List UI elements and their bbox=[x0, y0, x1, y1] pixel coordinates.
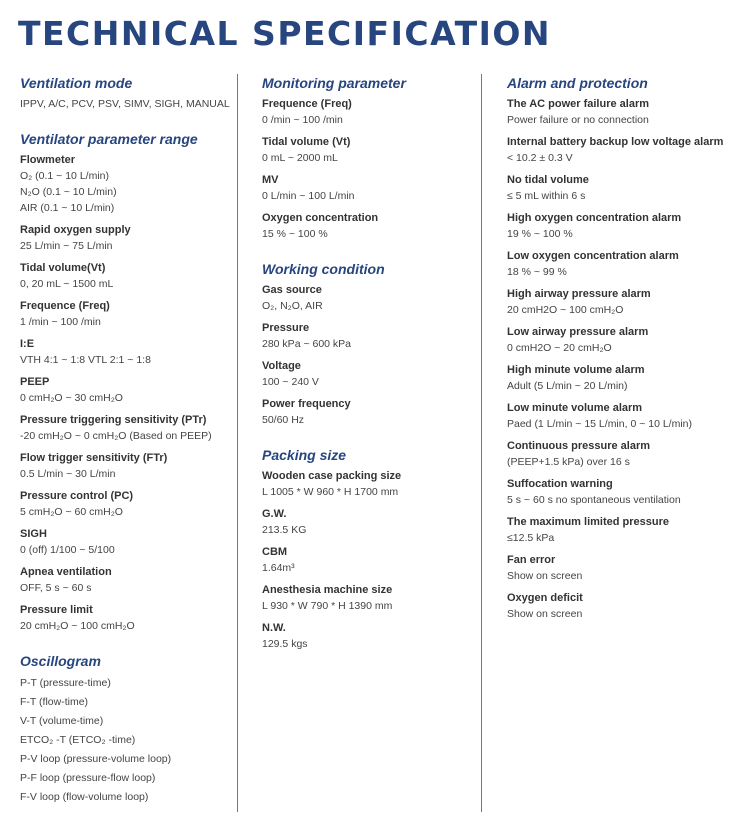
spec-value: Show on screen bbox=[507, 608, 583, 620]
spec-label: Pressure triggering sensitivity (PTr) bbox=[20, 414, 207, 426]
spec-column-1 bbox=[20, 74, 232, 825]
spec-label: No tidal volume bbox=[507, 174, 589, 186]
section-heading: Working condition bbox=[262, 261, 385, 277]
spec-label: Oxygen concentration bbox=[262, 212, 379, 224]
spec-label: G.W. bbox=[262, 508, 287, 520]
spec-label: Apnea ventilation bbox=[20, 566, 112, 578]
spec-value: 20 cmH2O ~ 100 cmH₂O bbox=[507, 304, 624, 316]
spec-label: Rapid oxygen supply bbox=[20, 224, 131, 236]
spec-value: N₂O (0.1 ~ 10 L/min) bbox=[20, 186, 117, 198]
spec-item bbox=[507, 476, 745, 508]
spec-value: 15 % ~ 100 % bbox=[262, 228, 328, 240]
spec-section bbox=[262, 446, 477, 652]
spec-item bbox=[20, 152, 232, 216]
column-divider bbox=[481, 74, 482, 812]
spec-label: Wooden case packing size bbox=[262, 470, 402, 482]
spec-item bbox=[507, 210, 745, 242]
spec-label: Suffocation warning bbox=[507, 478, 613, 490]
spec-item bbox=[262, 96, 477, 128]
spec-label: Pressure control (PC) bbox=[20, 490, 134, 502]
spec-item bbox=[507, 400, 745, 432]
spec-label: High minute volume alarm bbox=[507, 364, 645, 376]
spec-value: 280 kPa ~ 600 kPa bbox=[262, 338, 352, 350]
spec-value: 0, 20 mL ~ 1500 mL bbox=[20, 278, 114, 290]
spec-item bbox=[20, 96, 232, 112]
spec-label: The maximum limited pressure bbox=[507, 516, 669, 528]
spec-value: 0 mL ~ 2000 mL bbox=[262, 152, 338, 164]
spec-label: SIGH bbox=[20, 528, 47, 540]
spec-label: Fan error bbox=[507, 554, 556, 566]
spec-label: Internal battery backup low voltage alarm bbox=[507, 136, 724, 148]
spec-item bbox=[507, 248, 745, 280]
spec-section bbox=[20, 652, 232, 807]
spec-label: Frequence (Freq) bbox=[20, 300, 110, 312]
spec-item bbox=[20, 222, 232, 254]
spec-item bbox=[20, 298, 232, 330]
spec-label: Pressure limit bbox=[20, 604, 93, 616]
spec-value: 5 s ~ 60 s no spontaneous ventilation bbox=[507, 494, 681, 506]
spec-value: L 1005 * W 960 * H 1700 mm bbox=[262, 486, 399, 498]
spec-value: O₂ (0.1 ~ 10 L/min) bbox=[20, 170, 109, 182]
spec-item bbox=[507, 172, 745, 204]
spec-label: Flow trigger sensitivity (FTr) bbox=[20, 452, 168, 464]
spec-value: ≤ 5 mL within 6 s bbox=[507, 190, 586, 202]
spec-item bbox=[507, 324, 745, 356]
oscillogram-item: F-T (flow-time) bbox=[20, 696, 89, 708]
spec-value: Paed (1 L/min ~ 15 L/min, 0 ~ 10 L/min) bbox=[507, 418, 693, 430]
spec-item bbox=[262, 468, 477, 500]
spec-item bbox=[262, 582, 477, 614]
spec-item bbox=[20, 260, 232, 292]
spec-value: VTH 4:1 ~ 1:8 VTL 2:1 ~ 1:8 bbox=[20, 354, 151, 366]
spec-value: IPPV, A/C, PCV, PSV, SIMV, SIGH, MANUAL bbox=[20, 98, 230, 110]
oscillogram-item: P-F loop (pressure-flow loop) bbox=[20, 772, 156, 784]
spec-section bbox=[262, 260, 477, 428]
spec-label: The AC power failure alarm bbox=[507, 98, 650, 110]
spec-value: 25 L/min ~ 75 L/min bbox=[20, 240, 113, 252]
spec-label: Oxygen deficit bbox=[507, 592, 583, 604]
page-title: TECHNICAL SPECIFICATION bbox=[18, 14, 552, 53]
spec-item bbox=[262, 172, 477, 204]
spec-label: Tidal volume(Vt) bbox=[20, 262, 106, 274]
spec-section bbox=[20, 74, 232, 112]
spec-item bbox=[20, 374, 232, 406]
spec-section bbox=[507, 74, 745, 622]
spec-item bbox=[507, 590, 745, 622]
spec-value: 5 cmH₂O ~ 60 cmH₂O bbox=[20, 506, 123, 518]
spec-value: OFF, 5 s ~ 60 s bbox=[20, 582, 92, 594]
spec-item bbox=[262, 544, 477, 576]
spec-label: CBM bbox=[262, 546, 288, 558]
spec-item bbox=[262, 282, 477, 314]
spec-item bbox=[507, 96, 745, 128]
spec-value: 50/60 Hz bbox=[262, 414, 305, 426]
spec-item bbox=[20, 336, 232, 368]
spec-label: Frequence (Freq) bbox=[262, 98, 352, 110]
spec-label: High airway pressure alarm bbox=[507, 288, 651, 300]
spec-value: 0 cmH₂O ~ 30 cmH₂O bbox=[20, 392, 123, 404]
oscillogram-item: P-T (pressure-time) bbox=[20, 677, 111, 689]
spec-label: Voltage bbox=[262, 360, 301, 372]
spec-value: 19 % ~ 100 % bbox=[507, 228, 573, 240]
section-heading: Ventilator parameter range bbox=[20, 131, 198, 147]
spec-label: Power frequency bbox=[262, 398, 351, 410]
spec-value: 129.5 kgs bbox=[262, 638, 308, 650]
spec-item bbox=[20, 450, 232, 482]
spec-value: 20 cmH₂O ~ 100 cmH₂O bbox=[20, 620, 135, 632]
spec-item bbox=[262, 134, 477, 166]
spec-label: Anesthesia machine size bbox=[262, 584, 393, 596]
spec-label: Tidal volume (Vt) bbox=[262, 136, 351, 148]
section-heading: Packing size bbox=[262, 447, 347, 463]
spec-value: 0.5 L/min ~ 30 L/min bbox=[20, 468, 116, 480]
spec-label: PEEP bbox=[20, 376, 50, 388]
oscillogram-item: ETCO₂ -T (ETCO₂ -time) bbox=[20, 734, 136, 746]
spec-value: L 930 * W 790 * H 1390 mm bbox=[262, 600, 393, 612]
oscillogram-item: V-T (volume-time) bbox=[20, 715, 104, 727]
spec-item bbox=[507, 438, 745, 470]
oscillogram-item: F-V loop (flow-volume loop) bbox=[20, 791, 149, 803]
spec-label: Pressure bbox=[262, 322, 310, 334]
spec-label: Flowmeter bbox=[20, 154, 76, 166]
spec-item bbox=[262, 620, 477, 652]
spec-column-3 bbox=[507, 74, 745, 640]
spec-item bbox=[20, 526, 232, 558]
spec-column-2 bbox=[262, 74, 477, 670]
spec-value: Show on screen bbox=[507, 570, 583, 582]
spec-value: 0 L/min ~ 100 L/min bbox=[262, 190, 355, 202]
spec-value: 0 (off) 1/100 ~ 5/100 bbox=[20, 544, 115, 556]
spec-label: Low airway pressure alarm bbox=[507, 326, 649, 338]
spec-item bbox=[507, 362, 745, 394]
spec-item bbox=[262, 506, 477, 538]
oscillogram-item: P-V loop (pressure-volume loop) bbox=[20, 753, 172, 765]
spec-value: 18 % ~ 99 % bbox=[507, 266, 567, 278]
spec-value: AIR (0.1 ~ 10 L/min) bbox=[20, 202, 115, 214]
spec-value: ≤12.5 kPa bbox=[507, 532, 555, 544]
spec-value: < 10.2 ± 0.3 V bbox=[507, 152, 573, 164]
spec-value: 0 cmH2O ~ 20 cmH₂O bbox=[507, 342, 612, 354]
spec-value: Power failure or no connection bbox=[507, 114, 649, 126]
spec-label: Gas source bbox=[262, 284, 322, 296]
spec-item bbox=[507, 514, 745, 546]
spec-value: 213.5 KG bbox=[262, 524, 307, 536]
spec-value: 0 /min ~ 100 /min bbox=[262, 114, 343, 126]
section-heading: Oscillogram bbox=[20, 653, 101, 669]
spec-item bbox=[507, 286, 745, 318]
spec-label: Low minute volume alarm bbox=[507, 402, 643, 414]
spec-item bbox=[507, 134, 745, 166]
section-heading: Alarm and protection bbox=[507, 75, 648, 91]
spec-label: High oxygen concentration alarm bbox=[507, 212, 682, 224]
spec-value: -20 cmH₂O ~ 0 cmH₂O (Based on PEEP) bbox=[20, 430, 212, 442]
spec-value: 1 /min ~ 100 /min bbox=[20, 316, 101, 328]
spec-item bbox=[262, 358, 477, 390]
spec-label: MV bbox=[262, 174, 279, 186]
spec-label: N.W. bbox=[262, 622, 286, 634]
spec-item bbox=[507, 552, 745, 584]
spec-item bbox=[20, 412, 232, 444]
spec-item bbox=[20, 602, 232, 634]
spec-item bbox=[20, 564, 232, 596]
spec-value: Adult (5 L/min ~ 20 L/min) bbox=[507, 380, 628, 392]
spec-value: 100 ~ 240 V bbox=[262, 376, 319, 388]
spec-label: Continuous pressure alarm bbox=[507, 440, 651, 452]
spec-item bbox=[262, 320, 477, 352]
spec-section bbox=[262, 74, 477, 242]
spec-value: O₂, N₂O, AIR bbox=[262, 300, 323, 312]
spec-item bbox=[20, 488, 232, 520]
spec-label: I:E bbox=[20, 338, 35, 350]
section-heading: Ventilation mode bbox=[20, 75, 133, 91]
spec-value: (PEEP+1.5 kPa) over 16 s bbox=[507, 456, 630, 468]
spec-item bbox=[262, 210, 477, 242]
column-divider bbox=[237, 74, 238, 812]
spec-item bbox=[262, 396, 477, 428]
spec-label: Low oxygen concentration alarm bbox=[507, 250, 679, 262]
spec-section bbox=[20, 130, 232, 634]
spec-value: 1.64m³ bbox=[262, 562, 295, 574]
section-heading: Monitoring parameter bbox=[262, 75, 406, 91]
